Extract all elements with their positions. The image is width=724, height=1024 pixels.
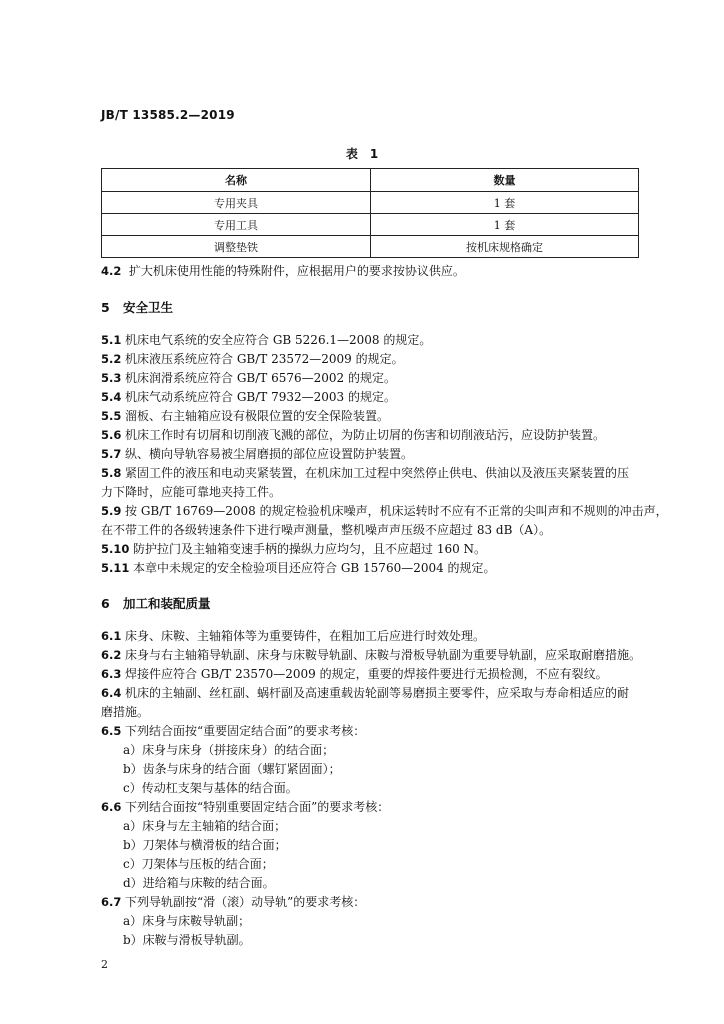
clause-5-9-continued: 在不带工件的各级转速条件下进行噪声测量，整机噪声声压级不应超过 83 dB（A）。 <box>101 523 552 537</box>
clause-6-4: 6.4 机床的主轴副、丝杠副、蜗杆副及高速重载齿轮副等易磨损主要零件，应采取与寿命相适应的耐 <box>101 686 630 700</box>
table-header-row <box>102 169 639 192</box>
table-cell: 调整垫铁 <box>102 236 371 258</box>
table-1 <box>101 168 639 258</box>
list-item: a）床身与床鞍导轨副； <box>123 914 251 928</box>
table-row <box>102 236 639 258</box>
list-item: b）齿条与床身的结合面（螺钉紧固面）； <box>123 762 341 776</box>
standard-number-header: JB/T 13585.2—2019 <box>101 108 235 122</box>
list-item: b）刀架体与横滑板的结合面； <box>123 838 287 852</box>
clause-4-2: 4.2 扩大机床使用性能的特殊附件，应根据用户的要求按协议供应。 <box>101 264 465 278</box>
table-cell: 1 套 <box>371 192 639 214</box>
clause-5-4: 5.4 机床气动系统应符合 GB/T 7932—2003 的规定。 <box>101 390 396 404</box>
table-cell: 按机床规格确定 <box>371 236 639 258</box>
clause-5-8: 5.8 紧固工件的液压和电动夹紧装置，在机床加工过程中突然停止供电、供油以及液压夹紧装置的压 <box>101 466 630 480</box>
list-item: b）床鞍与滑板导轨副。 <box>123 933 251 947</box>
clause-6-3: 6.3 焊接件应符合 GB/T 23570—2009 的规定，重要的焊接件要进行无损检测，不应有裂纹。 <box>101 667 608 681</box>
section-5-heading: 5 安全卫生 <box>101 300 174 315</box>
clause-5-5: 5.5 溜板、右主轴箱应设有极限位置的安全保险装置。 <box>101 409 390 423</box>
clause-5-11: 5.11 本章中未规定的安全检验项目还应符合 GB 15760—2004 的规定。 <box>101 561 496 575</box>
list-item: c）刀架体与压板的结合面； <box>123 857 274 871</box>
clause-5-9: 5.9 按 GB/T 16769—2008 的规定检验机床噪声，机床运转时不应有不正常的尖叫声和不规则的冲击声， <box>101 504 668 518</box>
clause-5-8-continued: 力下降时，应能可靠地夹持工件。 <box>101 485 282 499</box>
clause-6-1: 6.1 床身、床鞍、主轴箱体等为重要铸件，在粗加工后应进行时效处理。 <box>101 629 486 643</box>
clause-5-6: 5.6 机床工作时有切屑和切削液飞溅的部位，为防止切屑的伤害和切削液玷污，应设防护装置。 <box>101 428 606 442</box>
page-number: 2 <box>101 958 108 971</box>
clause-5-7: 5.7 纵、横向导轨容易被尘屑磨损的部位应设置防护装置。 <box>101 447 414 461</box>
section-6-heading: 6 加工和装配质量 <box>101 596 211 611</box>
column-header-name: 名称 <box>102 169 371 192</box>
clause-5-1: 5.1 机床电气系统的安全应符合 GB 5226.1—2008 的规定。 <box>101 333 432 347</box>
clause-6-7: 6.7 下列导轨副按“滑（滚）动导轨”的要求考核： <box>101 895 366 909</box>
clause-5-10: 5.10 防护拉门及主轴箱变速手柄的操纵力应均匀，且不应超过 160 N。 <box>101 542 487 556</box>
table-cell: 1 套 <box>371 214 639 236</box>
table-row <box>102 214 639 236</box>
list-item: c）传动杠支架与基体的结合面。 <box>123 781 298 795</box>
list-item: a）床身与左主轴箱的结合面； <box>123 819 287 833</box>
clause-6-4-continued: 磨措施。 <box>101 705 150 719</box>
clause-6-6: 6.6 下列结合面按“特别重要固定结合面”的要求考核： <box>101 800 390 814</box>
clause-6-2: 6.2 床身与右主轴箱导轨副、床身与床鞍导轨副、床鞍与滑板导轨副为重要导轨副，应采取耐磨措施。 <box>101 648 642 662</box>
clause-5-2: 5.2 机床液压系统应符合 GB/T 23572—2009 的规定。 <box>101 352 404 366</box>
table-cell: 专用工具 <box>102 214 371 236</box>
list-item: d）进给箱与床鞍的结合面。 <box>123 876 275 890</box>
table-row <box>102 192 639 214</box>
clause-6-5: 6.5 下列结合面按“重要固定结合面”的要求考核： <box>101 724 366 738</box>
clause-5-3: 5.3 机床润滑系统应符合 GB/T 6576—2002 的规定。 <box>101 371 396 385</box>
table-cell: 专用夹具 <box>102 192 371 214</box>
column-header-quantity: 数量 <box>371 169 639 192</box>
table-title: 表 1 <box>345 147 379 161</box>
list-item: a）床身与床身（拼接床身）的结合面； <box>123 743 335 757</box>
